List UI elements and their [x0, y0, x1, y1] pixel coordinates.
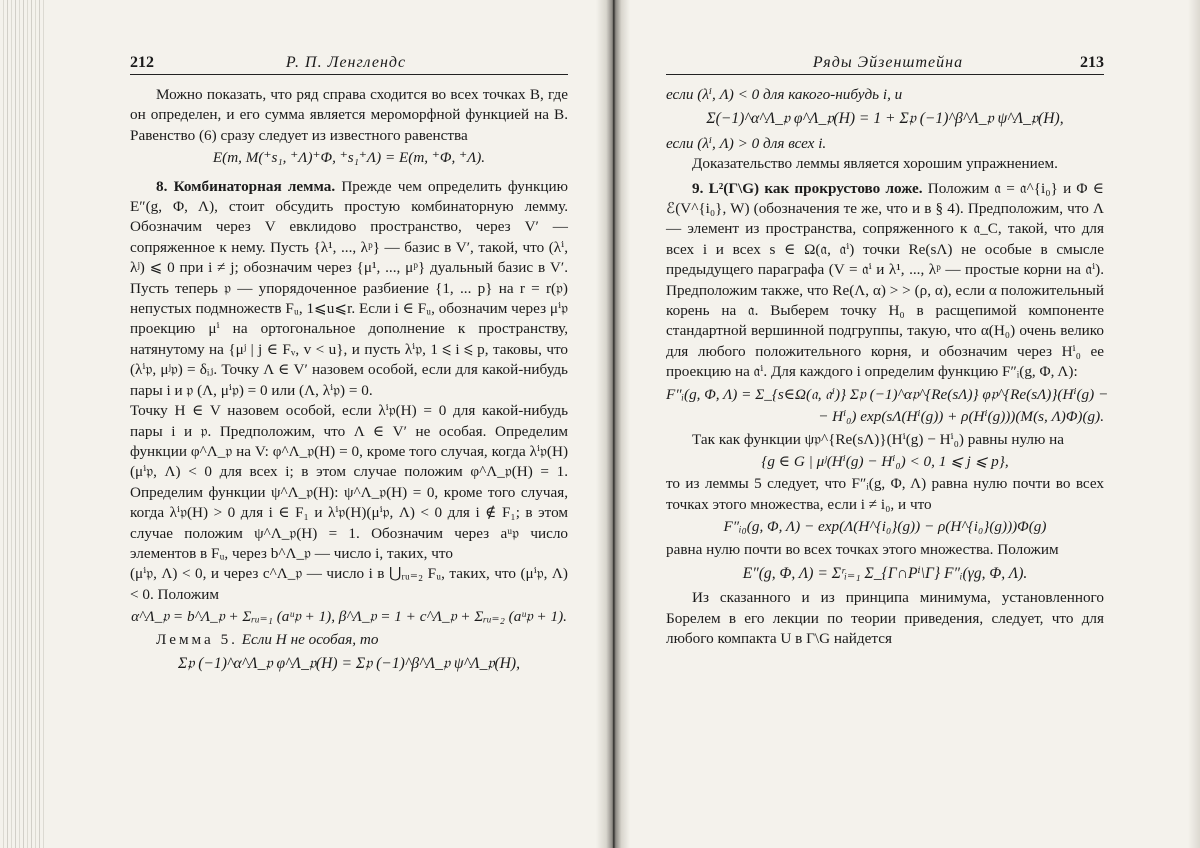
right-page-number: 213 — [1079, 54, 1104, 71]
page-edge-left — [0, 0, 46, 848]
paragraph: если (λⁱ, Λ) > 0 для всех i. — [666, 134, 827, 152]
paragraph: Доказательство леммы является хорошим упражнением. — [692, 155, 1058, 173]
paragraph: (μⁱ𝔭, Λ) < 0, и через c^Λ_𝔭 — число i в ⋃ᵣᵤ₌₂ Fᵤ, таких, что (μⁱ𝔭, Λ) < 0. Положим — [130, 565, 568, 603]
paragraph: Точку H ∈ V назовем особой, если λⁱ𝔭(H) = 0 для какой-нибудь пары i и 𝔭. Предположим, что Λ ∈ V′ не особая. Определим функции φ^Λ_𝔭 на V: φ^Λ_𝔭(H) = 0, кроме того случая, когда λⁱ𝔭(H)(μⁱ𝔭, Λ) < 0 для всех i; в этом случае положим φ^Λ_𝔭(H) = 1. Определим функции ψ^Λ_𝔭(H): ψ^Λ_𝔭(H) = 0, кроме того случая, когда λⁱ𝔭(H) > 0 для i ∈ F₁ и λⁱ𝔭(H)(μⁱ𝔭, Λ) < 0 для i ∉ F₁; в этом случае положим ψ^Λ_𝔭(H) = 1. Обозначим через aᵘ𝔭 число элементов в Fᵤ, через b^Λ_𝔭 — число i, таких, что — [130, 402, 568, 562]
formula: {g ∈ G | μʲ(Hⁱ(g) − Hⁱ₀) < 0, 1 ⩽ j ⩽ p}, — [761, 452, 1009, 470]
formula: F″ᵢ(g, Φ, Λ) = Σ_{s∈Ω(𝔞, 𝔞ⁱ)} Σ𝔭 (−1)^α𝔭^{Re(sΛ)} φ𝔭^{Re(sΛ)}(Hⁱ(g) − — [666, 385, 1109, 403]
formula: E″(g, Φ, Λ) = Σʳᵢ₌₁ Σ_{Γ∩Pⁱ\Γ} F″ᵢ(γg, Φ, Λ). — [742, 564, 1028, 582]
section-9-paragraph — [666, 179, 1104, 383]
paragraph: Можно показать, что ряд справа сходится во всех точках B, где он определен, и его сумма является мероморфной функцией на B. Равенство (6) сразу следует из известного равенства — [130, 86, 568, 144]
left-running-header — [130, 50, 568, 75]
right-running-header — [666, 50, 1104, 75]
paragraph: равна нулю почти во всех точках этого множества. Положим — [666, 540, 1059, 558]
lemma-label: Лемма 5. — [156, 630, 238, 648]
left-running-head: Р. П. Ленглендс — [285, 54, 407, 71]
lemma-text: Если H не особая, то — [241, 630, 379, 648]
right-page — [666, 50, 1109, 650]
section-9-title: 9. L²(Γ\G) как прокрустово ложе. — [692, 179, 923, 197]
formula: α^Λ_𝔭 = b^Λ_𝔭 + Σᵣᵤ₌₁ (aᵘ𝔭 + 1), β^Λ_𝔭 = 1 + c^Λ_𝔭 + Σᵣᵤ₌₂ (aᵘ𝔭 + 1). — [131, 608, 567, 626]
section-9-text: Положим 𝔞 = 𝔞^{i₀} и Φ ∈ ℰ(V^{i₀}, W) (обозначения те же, что и в § 4). Предположим, что Λ — элемент из пространства, сопряженного к 𝔞_C, такой, что для всех i и всех s ∈ Ω(𝔞, 𝔞ⁱ) точки Re(sΛ) не особые в смысле предыдущего параграфа (V = 𝔞ⁱ и λ¹, ..., λᵖ — простые корни на 𝔞ⁱ). Предположим также, что Re(Λ, α) > > (ρ, α), если α положительный корень на 𝔞. Выберем точку H₀ в расщепимой компоненте стандартной вершинной подгруппы, такую, что α(H₀) очень велико для любого положительного корня, и обозначим через Hⁱ₀ ее проекцию на 𝔞ⁱ. Для каждого i определим функцию F″ᵢ(g, Φ, Λ): — [666, 179, 1105, 381]
right-running-head: Ряды Эйзенштейна — [812, 54, 964, 71]
left-page-number: 212 — [130, 54, 154, 71]
paragraph: Так как функции ψ𝔭^{Re(sΛ)}(Hⁱ(g) − Hⁱ₀) равны нулю на — [692, 430, 1065, 448]
right-page-body — [666, 85, 1109, 650]
left-page — [130, 50, 568, 678]
section-8-text: Прежде чем определить функцию E″(g, Φ, Λ), стоит обсудить простую комбинаторную лемму. Обозначим через V евклидово пространство, через V′ — сопряженное к нему. Пусть {λ¹, ..., λᵖ} — базис в V′, такой, что (λⁱ, λʲ) ⩽ 0 при i ≠ j; обозначим через {μ¹, ..., μᵖ} дуальный базис в V′. Пусть теперь 𝔭 — упорядоченное разбиение {1, ... p} на r = r(𝔭) непустых подмножеств Fᵤ, 1⩽u⩽r. Если i ∈ Fᵤ, обозначим через μⁱ𝔭 проекцию μⁱ на ортогональное дополнение к пространству, натянутому на {μʲ | j ∈ Fᵥ, v < u}, и пусть λⁱ𝔭, 1 ⩽ i ⩽ p, таковы, что (λⁱ𝔭, μʲ𝔭) = δᵢⱼ. Точку Λ ∈ V′ назовем особой, если для какой-нибудь пары i и 𝔭 (Λ, μⁱ𝔭) = 0 или (Λ, λⁱ𝔭) = 0. — [130, 177, 568, 399]
paragraph: если (λⁱ, Λ) < 0 для какого-нибудь i, и — [666, 86, 903, 103]
formula: E(m, M(⁺s₁, ⁺Λ)⁺Φ, ⁺s₁⁺Λ) = E(m, ⁺Φ, ⁺Λ). — [212, 149, 486, 167]
formula: Σ(−1)^α^Λ_𝔭 φ^Λ_𝔭(H) = 1 + Σ𝔭 (−1)^β^Λ_𝔭 ψ^Λ_𝔭(H), — [706, 110, 1064, 128]
formula: − Hⁱ₀) exp(sΛ(Hⁱ(g)) + ρ(Hⁱ(g)))(M(s, Λ)Φ)(g). — [818, 408, 1104, 426]
left-page-body — [130, 85, 568, 674]
section-8-paragraph — [130, 177, 568, 401]
paragraph: Из сказанного и из принципа минимума, установленного Борелем в его лекции по теории приведения, следует, что для любого компакта U в Γ\G найдется — [666, 589, 1104, 648]
section-8-title: 8. Комбинаторная лемма. — [156, 177, 336, 195]
page-edge-right — [1188, 0, 1200, 848]
paragraph: то из леммы 5 следует, что F″ᵢ(g, Φ, Λ) равна нулю почти во всех точках этого множества, если i ≠ i₀, и что — [666, 475, 1104, 513]
book-gutter — [596, 0, 630, 848]
lemma-5 — [130, 630, 568, 650]
formula: F″ᵢ₀(g, Φ, Λ) − exp(Λ(H^{i₀}(g)) − ρ(H^{i₀}(g)))Φ(g) — [723, 518, 1047, 536]
formula: Σ𝔭 (−1)^α^Λ_𝔭 φ^Λ_𝔭(H) = Σ𝔭 (−1)^β^Λ_𝔭 ψ^Λ_𝔭(H), — [177, 654, 521, 672]
